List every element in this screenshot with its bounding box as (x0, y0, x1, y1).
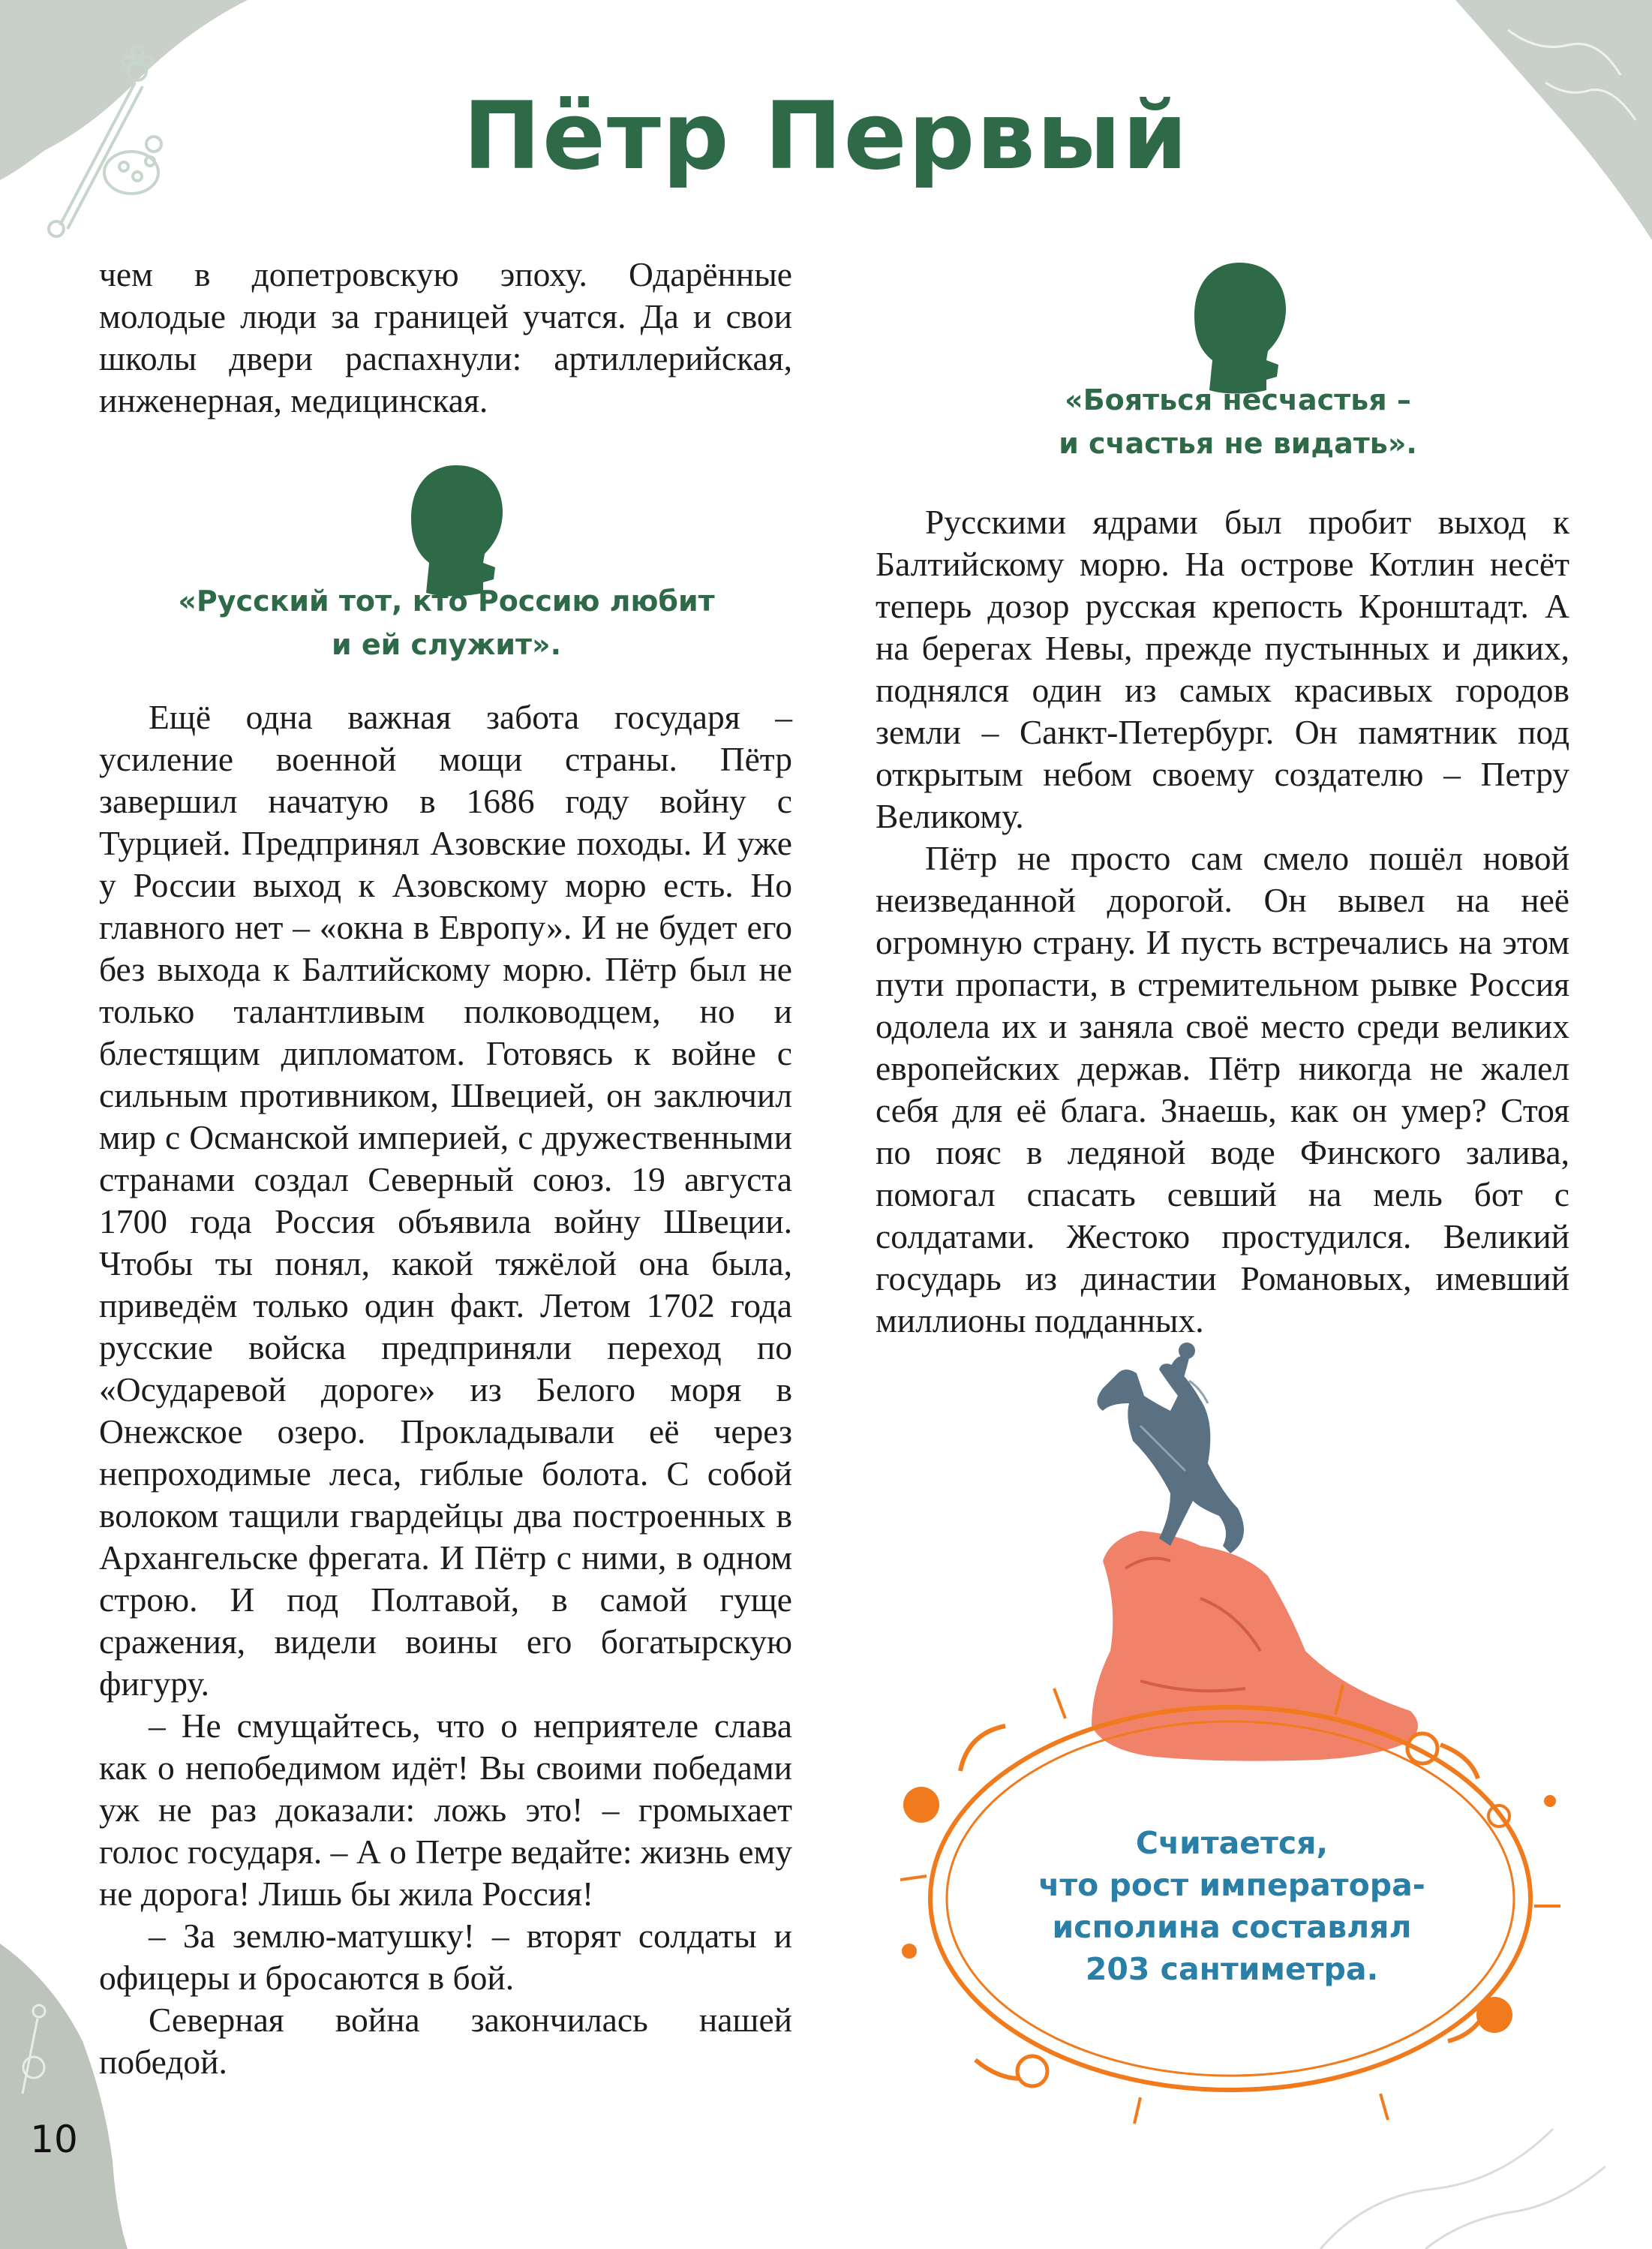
fact-line: 203 сантиметра. (1085, 1951, 1379, 1987)
left-quote-line1: «Русский тот, кто Россию любит (178, 585, 715, 618)
fact-line: что рост императора- (1038, 1867, 1425, 1903)
paragraph: – Не смущайтесь, что о неприятеле слава как о непобедимом идёт! Вы своими победами уж не раз доказали: ложь это! – громыхает голос государя. – А о Петре ведайте: жизнь ему не дорога! Лишь бы жила Россия! (99, 1706, 792, 1913)
left-quote-line2: и ей служит». (331, 628, 562, 661)
paragraph: Русскими ядрами был пробит выход к Балтийскому морю. На острове Котлин несёт теперь дозор русская крепость Кронштадт. А на берегах Невы, прежде пустынных и диких, поднялся один из самых красивых городов земли – Санкт-Петербург. Он памятник под открытым небом своему создателю – Петру Великому. (876, 503, 1569, 835)
head-silhouette-icon (411, 465, 503, 597)
paragraph: Пётр не просто сам смело пошёл новой неизведанной дорогой. Он вывел на неё огромную страну. И пусть встречались на этом пути пропасти, в стремительном рывке Россия одолела их и заняла своё место среди великих европейских держав. Пётр никогда не жалел себя для её блага. Знаешь, как он умер? Стоя по пояс в ледяной воде Финского залива, помогал спасать севший на мель бот с солдатами. Жестоко простудился. Великий государь из династии Романовых, имевший миллионы подданных. (876, 839, 1569, 1339)
intro-paragraph: чем в допетровскую эпоху. Одарённые молодые люди за границей учатся. Да и свои школы двери распахнули: артиллерийская, инженерная, медицинская. (99, 255, 792, 419)
left-intro (99, 254, 792, 422)
fact-line: Считается, (1135, 1825, 1329, 1861)
left-main-text (99, 696, 792, 2083)
head-silhouette-icon (1194, 263, 1286, 394)
paragraph: – За землю-матушку! – вторят солдаты и офицеры и бросаются в бой. (99, 1917, 792, 1997)
paragraph: Северная война закончилась нашей победой. (99, 2001, 792, 2081)
right-quote-line2: и счастья не видать». (1059, 427, 1417, 460)
bronze-horseman-statue-icon (1092, 1342, 1418, 1761)
paragraph: Ещё одна важная забота государя – усиление военной мощи страны. Пётр завершил начатую в 1686 году войну с Турцией. Предпринял Азовские походы. И уже у России выход к Азовскому морю есть. Но главного нет – «окна в Европу». И не будет его без выхода к Балтийскому морю. Пётр был не только талантливым полководцем, но и блестящим дипломатом. Готовясь к войне с сильным противником, Швецией, он заключил мир с Османской империей, с дружественными странами создал Северный союз. 19 августа 1700 года Россия объявила войну Швеции. Чтобы ты понял, какой тяжёлой она была, приведём только один факт. Летом 1702 года русские войска предприняли переход по «Осударевой дороге» из Белого моря в Онежское озеро. Прокладывали её через непроходимые леса, гиблые болота. С собой волоком тащили гвардейцы два построенных в Архангельске фрегата. И Пётр с ними, в одном строю. И под Полтавой, в самой гуще сражения, видели воины его богатырскую фигуру. (99, 698, 792, 1703)
right-main-text (876, 501, 1569, 1342)
page-number: 10 (30, 2118, 78, 2161)
right-quote-line1: «Бояться несчастья – (1065, 383, 1411, 416)
fact-line: исполина составлял (1052, 1909, 1412, 1945)
left-quote (173, 579, 720, 666)
fact-box (1007, 1822, 1457, 1990)
right-quote (975, 378, 1500, 465)
page-title: Пётр Первый (463, 83, 1189, 191)
